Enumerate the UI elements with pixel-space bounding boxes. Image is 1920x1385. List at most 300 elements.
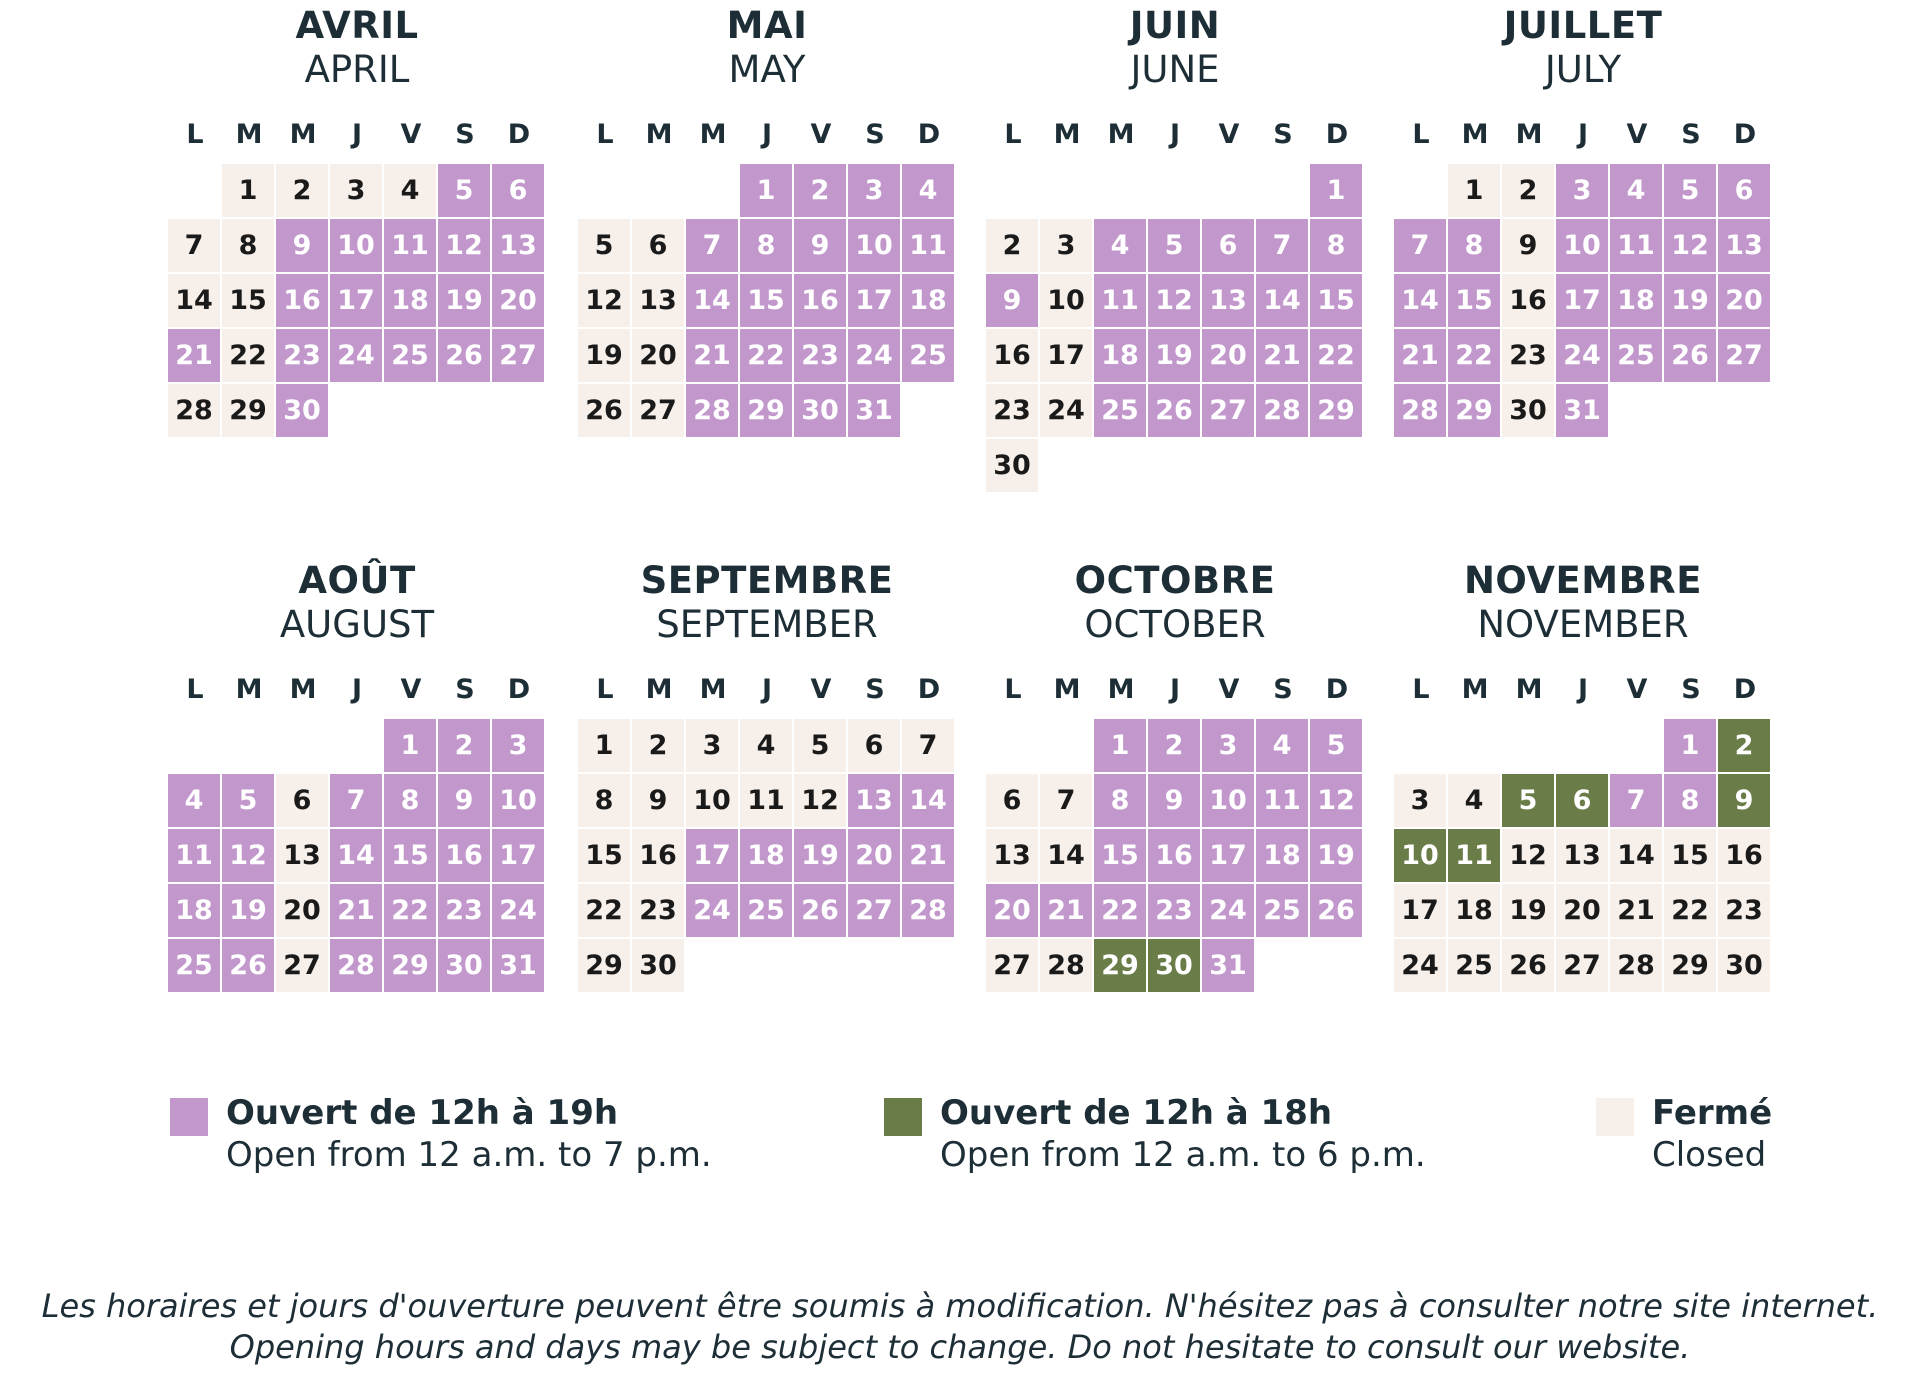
- day-cell: 29: [1664, 939, 1716, 992]
- weekday-label: M: [1053, 674, 1081, 705]
- day-cell: 15: [1448, 274, 1500, 327]
- weekday-label: M: [1107, 119, 1135, 150]
- day-cell: 3: [1040, 219, 1092, 272]
- month-aout: [168, 559, 546, 992]
- day-cell: 30: [794, 384, 846, 437]
- day-cell: 26: [794, 884, 846, 937]
- day-cell: 16: [794, 274, 846, 327]
- weekday-header: [578, 675, 956, 705]
- day-cell: 21: [1040, 884, 1092, 937]
- day-cell: 30: [276, 384, 328, 437]
- day-cell: 14: [330, 829, 382, 882]
- day-cell: 10: [330, 219, 382, 272]
- day-cell: 4: [168, 774, 220, 827]
- day-cell: 4: [1256, 719, 1308, 772]
- day-cell: 11: [168, 829, 220, 882]
- day-cell: 23: [1718, 884, 1770, 937]
- day-cell: 7: [1610, 774, 1662, 827]
- day-cell: 12: [222, 829, 274, 882]
- weekday-label: L: [1412, 674, 1430, 705]
- day-cell: 30: [1148, 939, 1200, 992]
- day-cell: 14: [1610, 829, 1662, 882]
- weekday-label: V: [400, 119, 422, 150]
- day-cell: 27: [986, 939, 1038, 992]
- day-cell: 31: [492, 939, 544, 992]
- weekday-label: L: [186, 674, 204, 705]
- legend-text: [940, 1092, 1426, 1176]
- day-cell: 16: [1502, 274, 1554, 327]
- day-cell: 14: [686, 274, 738, 327]
- day-cell: 5: [1664, 164, 1716, 217]
- day-cell: 8: [1310, 219, 1362, 272]
- weekday-label: J: [1577, 674, 1589, 705]
- day-cell: 17: [492, 829, 544, 882]
- day-cell: 26: [1502, 939, 1554, 992]
- month-title-fr: NOVEMBRE: [1463, 559, 1703, 602]
- day-cell: 29: [578, 939, 630, 992]
- month-header: [1394, 559, 1772, 647]
- day-cell: 22: [1664, 884, 1716, 937]
- day-cell: 28: [902, 884, 954, 937]
- day-cell: 8: [384, 774, 436, 827]
- weekday-label: J: [1169, 674, 1181, 705]
- day-cell: 26: [222, 939, 274, 992]
- day-grid: [1394, 719, 1772, 992]
- day-cell: 24: [1394, 939, 1446, 992]
- legend-label-en: Closed: [1652, 1135, 1767, 1175]
- day-cell: 28: [1256, 384, 1308, 437]
- day-cell: 7: [1040, 774, 1092, 827]
- month-title-fr: JUIN: [1129, 4, 1221, 47]
- day-cell: 18: [1610, 274, 1662, 327]
- day-cell: 3: [492, 719, 544, 772]
- month-juin: [986, 4, 1364, 492]
- day-cell: 9: [794, 219, 846, 272]
- legend-label-fr: Fermé: [1652, 1093, 1773, 1133]
- day-cell: 16: [276, 274, 328, 327]
- day-cell: 5: [794, 719, 846, 772]
- weekday-label: L: [596, 119, 614, 150]
- day-cell: 1: [1310, 164, 1362, 217]
- month-title-en: AUGUST: [279, 603, 435, 646]
- disclaimer-note: [0, 1286, 1920, 1368]
- day-cell: 10: [492, 774, 544, 827]
- day-cell: 25: [740, 884, 792, 937]
- day-grid: [168, 719, 546, 992]
- day-cell: 24: [492, 884, 544, 937]
- day-cell: 11: [1256, 774, 1308, 827]
- day-cell: 14: [1256, 274, 1308, 327]
- day-cell: 5: [438, 164, 490, 217]
- day-cell: 26: [578, 384, 630, 437]
- day-cell: 22: [222, 329, 274, 382]
- weekday-label: M: [1515, 119, 1543, 150]
- day-cell: 17: [686, 829, 738, 882]
- day-cell: 17: [1394, 884, 1446, 937]
- day-cell: 19: [1502, 884, 1554, 937]
- day-cell: 7: [1394, 219, 1446, 272]
- legend-short: [884, 1092, 1426, 1176]
- legend-label-fr: Ouvert de 12h à 18h: [940, 1093, 1333, 1133]
- day-cell: 15: [384, 829, 436, 882]
- month-avril: [168, 4, 546, 437]
- day-cell: 20: [1202, 329, 1254, 382]
- day-cell: 2: [632, 719, 684, 772]
- month-header: [986, 4, 1364, 92]
- weekday-label: S: [455, 119, 475, 150]
- day-cell: 13: [632, 274, 684, 327]
- legend-text: [1652, 1092, 1772, 1176]
- day-cell: 31: [848, 384, 900, 437]
- weekday-label: M: [1107, 674, 1135, 705]
- day-cell: 29: [1448, 384, 1500, 437]
- day-cell: 2: [1502, 164, 1554, 217]
- weekday-label: M: [235, 119, 263, 150]
- month-header: [986, 559, 1364, 647]
- weekday-label: M: [699, 119, 727, 150]
- legend-swatch-short: [884, 1098, 922, 1136]
- day-cell: 4: [1610, 164, 1662, 217]
- legend-label-fr: Ouvert de 12h à 19h: [226, 1093, 619, 1133]
- day-cell: 24: [330, 329, 382, 382]
- day-cell: 30: [1502, 384, 1554, 437]
- day-cell: 14: [902, 774, 954, 827]
- weekday-label: J: [351, 119, 363, 150]
- day-cell: 23: [1502, 329, 1554, 382]
- weekday-label: D: [1733, 674, 1757, 705]
- day-cell: 21: [330, 884, 382, 937]
- day-cell: 29: [222, 384, 274, 437]
- month-title-en: MAY: [728, 48, 806, 91]
- day-cell: 4: [740, 719, 792, 772]
- day-cell: 15: [1310, 274, 1362, 327]
- day-cell: 27: [276, 939, 328, 992]
- day-cell: 29: [384, 939, 436, 992]
- day-cell: 22: [578, 884, 630, 937]
- day-cell: 13: [986, 829, 1038, 882]
- day-cell: 4: [384, 164, 436, 217]
- day-cell: 17: [1040, 329, 1092, 382]
- day-cell: 23: [986, 384, 1038, 437]
- day-cell: 13: [1202, 274, 1254, 327]
- day-cell: 12: [1664, 219, 1716, 272]
- day-cell: 6: [848, 719, 900, 772]
- day-cell: 12: [438, 219, 490, 272]
- weekday-label: V: [1626, 674, 1648, 705]
- legend-closed: [1596, 1092, 1772, 1176]
- disclaimer-en: Opening hours and days may be subject to change. Do not hesitate to consult our website.: [229, 1328, 1691, 1366]
- day-cell: 20: [986, 884, 1038, 937]
- day-cell: 17: [848, 274, 900, 327]
- weekday-header: [578, 120, 956, 150]
- day-cell: 1: [222, 164, 274, 217]
- day-cell: 25: [902, 329, 954, 382]
- weekday-label: V: [1218, 674, 1240, 705]
- day-cell: 24: [686, 884, 738, 937]
- day-cell: 13: [848, 774, 900, 827]
- day-grid: [578, 719, 956, 992]
- day-cell: 25: [384, 329, 436, 382]
- day-cell: 11: [740, 774, 792, 827]
- weekday-label: L: [1004, 674, 1022, 705]
- day-cell: 20: [492, 274, 544, 327]
- day-cell: 27: [1202, 384, 1254, 437]
- day-grid: [986, 164, 1364, 492]
- day-cell: 3: [1556, 164, 1608, 217]
- weekday-label: V: [810, 119, 832, 150]
- weekday-label: V: [400, 674, 422, 705]
- day-cell: 4: [902, 164, 954, 217]
- day-cell: 6: [276, 774, 328, 827]
- day-cell: 14: [168, 274, 220, 327]
- weekday-label: M: [1461, 674, 1489, 705]
- weekday-label: M: [1515, 674, 1543, 705]
- day-cell: 27: [632, 384, 684, 437]
- weekday-label: M: [1461, 119, 1489, 150]
- month-title-en: OCTOBER: [1084, 603, 1266, 646]
- day-cell: 8: [1448, 219, 1500, 272]
- month-septembre: [578, 559, 956, 992]
- day-cell: 16: [986, 329, 1038, 382]
- day-cell: 18: [1256, 829, 1308, 882]
- day-cell: 18: [168, 884, 220, 937]
- day-cell: 18: [740, 829, 792, 882]
- month-juillet: [1394, 4, 1772, 437]
- day-cell: 27: [848, 884, 900, 937]
- day-cell: 30: [632, 939, 684, 992]
- day-cell: 4: [1448, 774, 1500, 827]
- day-cell: 8: [1664, 774, 1716, 827]
- day-cell: 27: [1718, 329, 1770, 382]
- weekday-header: [986, 120, 1364, 150]
- day-cell: 12: [578, 274, 630, 327]
- day-cell: 26: [1148, 384, 1200, 437]
- weekday-label: S: [1273, 674, 1293, 705]
- weekday-label: M: [645, 119, 673, 150]
- day-cell: 23: [1148, 884, 1200, 937]
- day-cell: 12: [794, 774, 846, 827]
- day-cell: 2: [438, 719, 490, 772]
- day-cell: 10: [1202, 774, 1254, 827]
- day-cell: 13: [492, 219, 544, 272]
- day-cell: 18: [1448, 884, 1500, 937]
- day-cell: 30: [986, 439, 1038, 492]
- day-cell: 3: [1202, 719, 1254, 772]
- day-cell: 28: [1040, 939, 1092, 992]
- day-cell: 3: [330, 164, 382, 217]
- weekday-label: S: [1681, 119, 1701, 150]
- day-cell: 2: [276, 164, 328, 217]
- day-cell: 5: [1310, 719, 1362, 772]
- day-cell: 26: [438, 329, 490, 382]
- weekday-label: L: [1412, 119, 1430, 150]
- day-cell: 12: [1310, 774, 1362, 827]
- day-cell: 10: [1556, 219, 1608, 272]
- day-cell: 19: [1664, 274, 1716, 327]
- weekday-label: M: [1053, 119, 1081, 150]
- day-cell: 22: [1094, 884, 1146, 937]
- day-cell: 15: [740, 274, 792, 327]
- day-cell: 12: [1502, 829, 1554, 882]
- legend-label-en: Open from 12 a.m. to 6 p.m.: [940, 1135, 1426, 1175]
- day-cell: 16: [438, 829, 490, 882]
- day-cell: 19: [1148, 329, 1200, 382]
- day-cell: 20: [848, 829, 900, 882]
- day-cell: 20: [1556, 884, 1608, 937]
- day-cell: 5: [1148, 219, 1200, 272]
- legend-text: [226, 1092, 712, 1176]
- weekday-label: D: [1325, 119, 1349, 150]
- day-cell: 9: [1718, 774, 1770, 827]
- day-cell: 9: [1148, 774, 1200, 827]
- day-cell: 28: [168, 384, 220, 437]
- day-cell: 1: [384, 719, 436, 772]
- day-cell: 10: [686, 774, 738, 827]
- month-title-fr: OCTOBRE: [1074, 559, 1276, 602]
- day-cell: 31: [1202, 939, 1254, 992]
- day-cell: 17: [330, 274, 382, 327]
- weekday-label: J: [761, 119, 773, 150]
- day-cell: 24: [1556, 329, 1608, 382]
- day-cell: 15: [222, 274, 274, 327]
- day-cell: 6: [1202, 219, 1254, 272]
- day-cell: 6: [1556, 774, 1608, 827]
- day-cell: 9: [632, 774, 684, 827]
- day-cell: 21: [686, 329, 738, 382]
- weekday-label: J: [1169, 119, 1181, 150]
- day-cell: 22: [1310, 329, 1362, 382]
- month-title-fr: JUILLET: [1503, 4, 1663, 47]
- day-cell: 21: [1256, 329, 1308, 382]
- day-cell: 7: [1256, 219, 1308, 272]
- day-cell: 2: [1718, 719, 1770, 772]
- day-grid: [1394, 164, 1772, 437]
- weekday-label: S: [1273, 119, 1293, 150]
- disclaimer-fr: Les horaires et jours d'ouverture peuvent être soumis à modification. N'hésitez pas à consulter notre site internet.: [41, 1287, 1879, 1325]
- day-cell: 27: [492, 329, 544, 382]
- day-cell: 19: [1310, 829, 1362, 882]
- day-cell: 13: [276, 829, 328, 882]
- day-cell: 10: [1394, 829, 1446, 882]
- day-cell: 8: [578, 774, 630, 827]
- day-cell: 29: [1310, 384, 1362, 437]
- day-cell: 23: [794, 329, 846, 382]
- weekday-header: [986, 675, 1364, 705]
- day-cell: 28: [1394, 384, 1446, 437]
- day-cell: 19: [222, 884, 274, 937]
- day-cell: 8: [1094, 774, 1146, 827]
- weekday-label: M: [289, 119, 317, 150]
- day-cell: 11: [1448, 829, 1500, 882]
- month-title-en: APRIL: [304, 48, 410, 91]
- day-cell: 15: [578, 829, 630, 882]
- day-cell: 9: [1502, 219, 1554, 272]
- weekday-label: D: [507, 119, 531, 150]
- day-cell: 30: [438, 939, 490, 992]
- day-cell: 15: [1664, 829, 1716, 882]
- weekday-label: S: [1681, 674, 1701, 705]
- day-cell: 1: [1664, 719, 1716, 772]
- day-cell: 13: [1718, 219, 1770, 272]
- day-cell: 9: [986, 274, 1038, 327]
- day-cell: 3: [848, 164, 900, 217]
- day-cell: 18: [1094, 329, 1146, 382]
- weekday-header: [168, 120, 546, 150]
- day-cell: 25: [1094, 384, 1146, 437]
- legend-open: [170, 1092, 712, 1176]
- day-grid: [578, 164, 956, 437]
- day-cell: 19: [578, 329, 630, 382]
- day-cell: 6: [492, 164, 544, 217]
- legend-label-en: Open from 12 a.m. to 7 p.m.: [226, 1135, 712, 1175]
- day-cell: 20: [1718, 274, 1770, 327]
- day-cell: 6: [632, 219, 684, 272]
- day-cell: 25: [1448, 939, 1500, 992]
- month-title-en: SEPTEMBER: [656, 603, 878, 646]
- day-cell: 11: [1610, 219, 1662, 272]
- day-cell: 20: [632, 329, 684, 382]
- legend-swatch-open: [170, 1098, 208, 1136]
- month-title-en: JULY: [1544, 48, 1622, 91]
- month-title-en: NOVEMBER: [1477, 603, 1689, 646]
- day-cell: 25: [1610, 329, 1662, 382]
- weekday-label: M: [645, 674, 673, 705]
- day-cell: 27: [1556, 939, 1608, 992]
- month-mai: [578, 4, 956, 437]
- day-cell: 28: [1610, 939, 1662, 992]
- day-cell: 29: [740, 384, 792, 437]
- day-cell: 11: [384, 219, 436, 272]
- day-cell: 1: [1448, 164, 1500, 217]
- weekday-label: V: [1626, 119, 1648, 150]
- month-header: [1394, 4, 1772, 92]
- day-cell: 21: [902, 829, 954, 882]
- weekday-label: M: [699, 674, 727, 705]
- weekday-label: M: [235, 674, 263, 705]
- day-cell: 1: [740, 164, 792, 217]
- day-cell: 11: [1094, 274, 1146, 327]
- day-cell: 28: [686, 384, 738, 437]
- month-octobre: [986, 559, 1364, 992]
- weekday-label: J: [1577, 119, 1589, 150]
- month-header: [168, 4, 546, 92]
- day-cell: 9: [276, 219, 328, 272]
- day-cell: 28: [330, 939, 382, 992]
- day-cell: 2: [986, 219, 1038, 272]
- day-cell: 7: [168, 219, 220, 272]
- day-cell: 4: [1094, 219, 1146, 272]
- day-cell: 25: [168, 939, 220, 992]
- day-cell: 16: [632, 829, 684, 882]
- weekday-label: D: [1733, 119, 1757, 150]
- day-cell: 7: [902, 719, 954, 772]
- day-cell: 22: [1448, 329, 1500, 382]
- weekday-label: S: [865, 119, 885, 150]
- day-grid: [986, 719, 1364, 992]
- day-cell: 18: [902, 274, 954, 327]
- day-cell: 1: [578, 719, 630, 772]
- day-cell: 21: [1394, 329, 1446, 382]
- day-cell: 13: [1556, 829, 1608, 882]
- day-cell: 22: [740, 329, 792, 382]
- day-cell: 17: [1202, 829, 1254, 882]
- weekday-label: D: [1325, 674, 1349, 705]
- day-cell: 1: [1094, 719, 1146, 772]
- day-cell: 30: [1718, 939, 1770, 992]
- day-cell: 14: [1040, 829, 1092, 882]
- day-cell: 31: [1556, 384, 1608, 437]
- day-cell: 9: [438, 774, 490, 827]
